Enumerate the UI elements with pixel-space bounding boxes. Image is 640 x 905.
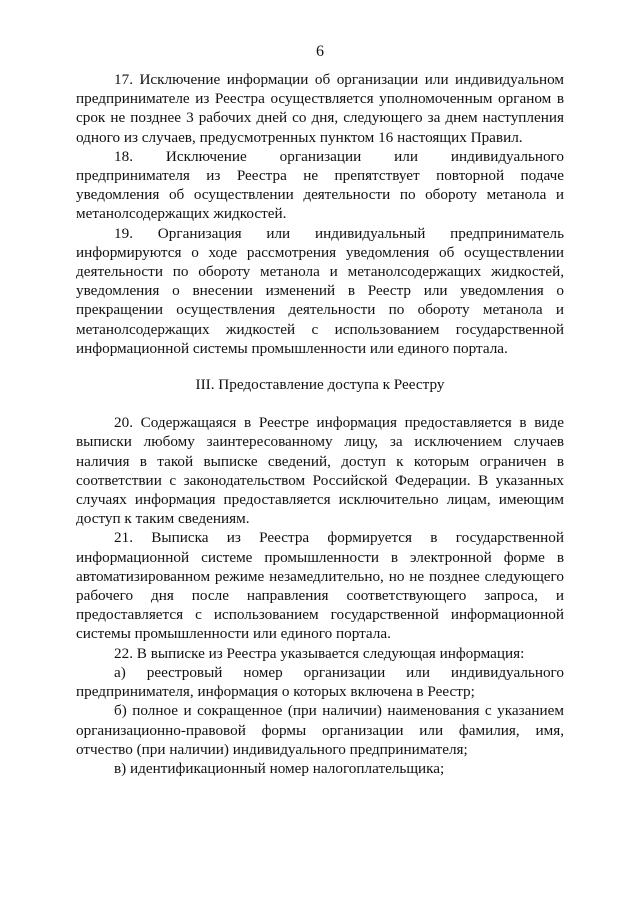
paragraph-20: 20. Содержащаяся в Реестре информация предоставляется в виде выписки любому заинтересованному лицу, за исключением случаев наличия в такой выписке сведений, доступ к которым ограничен в соответствии с законодательством Российской Федерации. В указанных случаях информация предоставляется исключительно лицам, имеющим доступ к таким сведениям. [76, 414, 564, 528]
paragraph-21: 21. Выписка из Реестра формируется в государственной информационной системе промышленности в электронной форме в автоматизированном режиме незамедлительно, но не позднее следующего рабочего дня после направления соответствующего запроса, и предоставляется с использованием государственной информационной системы промышленности или единого портала. [76, 529, 564, 643]
list-item-c: в) идентификационный номер налогоплательщика; [114, 759, 445, 777]
paragraph-17: 17. Исключение информации об организации или индивидуальном предпринимателе из Реестра осуществляется уполномоченным органом в срок не позднее 3 рабочих дней со дня, следующего за днем наступления одного из случаев, предусмотренных пунктом 16 настоящих Правил. [76, 71, 564, 146]
list-item-a: а) реестровый номер организации или индивидуального предпринимателя, информация о которых включена в Реестр; [76, 663, 564, 701]
page-number: 6 [316, 43, 324, 60]
paragraph-18: 18. Исключение организации или индивидуального предпринимателя из Реестра не препятствует повторной подаче уведомления об осуществлении деятельности по обороту метанола и метанолсодержащих жидкостей. [76, 147, 564, 223]
paragraph-19: 19. Организация или индивидуальный предприниматель информируются о ходе рассмотрения уведомления об осуществлении деятельности по обороту метанола и метанолсодержащих жидкостей, уведомления о внесении изменений в Реестр или уведомления о прекращении осуществления деятельности по обороту метанола и метанолсодержащих жидкостей с использованием государственной информационной системы промышленности или единого портала. [76, 224, 564, 357]
list-item-b: б) полное и сокращенное (при наличии) наименования с указанием организационно-правовой формы организации или фамилия, имя, отчество (при наличии) индивидуального предпринимателя; [76, 702, 564, 758]
document-body [76, 70, 564, 778]
paragraph-22: 22. В выписке из Реестра указывается следующая информация: [114, 644, 525, 662]
section-heading: III. Предоставление доступа к Реестру [195, 376, 445, 394]
